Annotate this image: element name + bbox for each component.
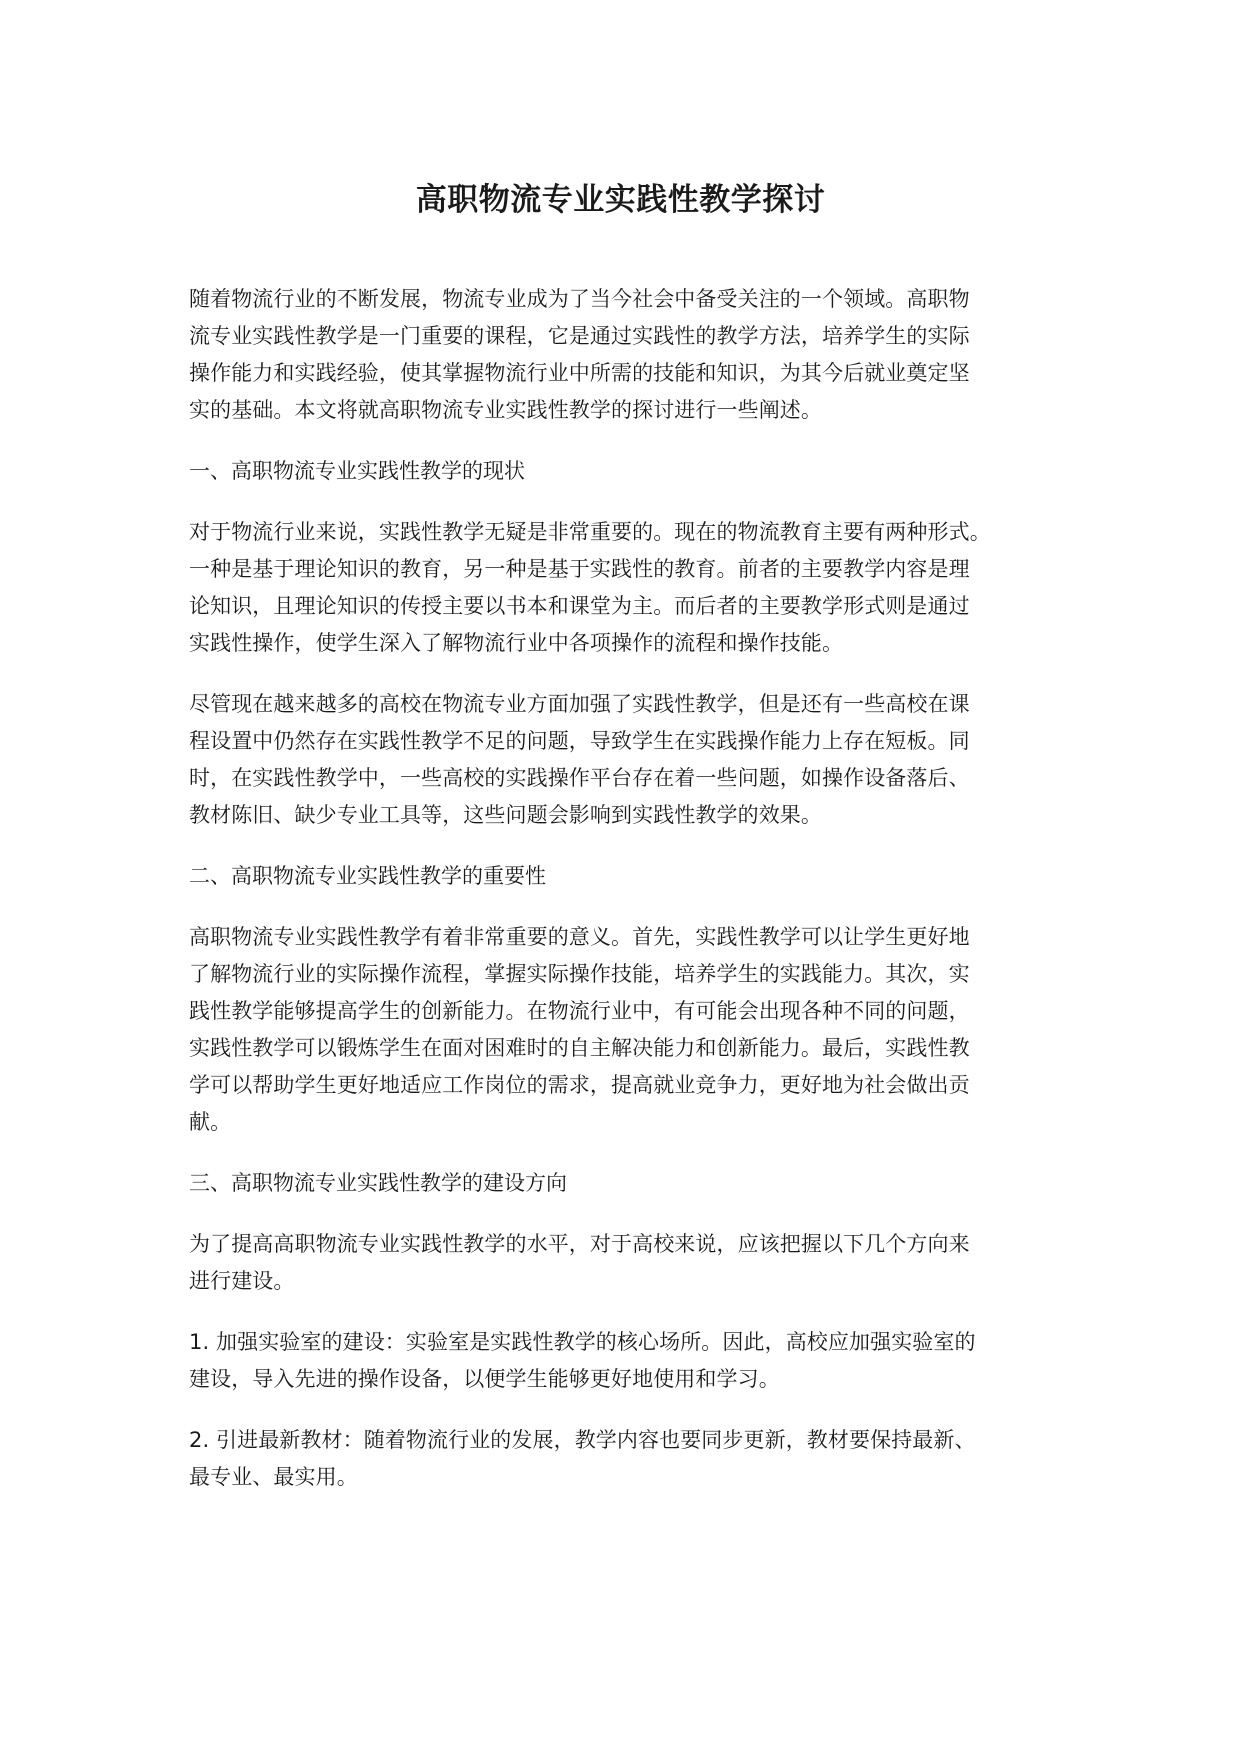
text-line: 实践性操作，使学生深入了解物流行业中各项操作的流程和操作技能。 [189,631,844,655]
heading-text: 三、高职物流专业实践性教学的建设方向 [189,1171,567,1195]
text-line: 最专业、最实用。 [189,1465,358,1489]
heading-text: 二、高职物流专业实践性教学的重要性 [189,864,546,888]
text-line: 学可以帮助学生更好地适应工作岗位的需求，提高就业竞争力，更好地为社会做出贡 [189,1073,970,1097]
paragraph-directions-intro [189,1226,1069,1300]
text-line: 论知识，且理论知识的传授主要以书本和课堂为主。而后者的主要教学形式则是通过 [189,594,970,618]
text-line: 操作能力和实践经验，使其掌握物流行业中所需的技能和知识，为其今后就业奠定坚 [189,361,970,385]
paragraph-intro [189,281,1069,429]
text-line: 高职物流专业实践性教学有着非常重要的意义。首先，实践性教学可以让学生更好地 [189,925,970,949]
document-body [189,281,1069,1520]
text-line: 流专业实践性教学是一门重要的课程，它是通过实践性的教学方法，培养学生的实际 [189,324,970,348]
text-line: 为了提高高职物流专业实践性教学的水平，对于高校来说，应该把握以下几个方向来 [189,1232,970,1256]
text-line: 实的基础。本文将就高职物流专业实践性教学的探讨进行一些阐述。 [189,398,822,422]
text-line: 随着物流行业的不断发展，物流专业成为了当今社会中备受关注的一个领域。高职物 [189,287,970,311]
text-line: 1. 加强实验室的建设：实验室是实践性教学的核心场所。因此，高校应加强实验室的 [189,1330,976,1354]
text-line: 2. 引进最新教材：随着物流行业的发展，教学内容也要同步更新，教材要保持最新、 [189,1428,976,1452]
text-line: 尽管现在越来越多的高校在物流专业方面加强了实践性教学，但是还有一些高校在课 [189,692,970,716]
paragraph-problems [189,686,1069,834]
text-line: 实践性教学可以锻炼学生在面对困难时的自主解决能力和创新能力。最后，实践性教 [189,1036,970,1060]
text-line: 建设，导入先进的操作设备，以便学生能够更好地使用和学习。 [189,1367,780,1391]
paragraph-importance [189,919,1069,1141]
heading-text: 一、高职物流专业实践性教学的现状 [189,459,525,483]
list-item-1 [189,1324,1069,1398]
section-heading-1 [189,453,1069,490]
text-line: 了解物流行业的实际操作流程，掌握实际操作技能，培养学生的实践能力。其次，实 [189,962,970,986]
text-line: 践性教学能够提高学生的创新能力。在物流行业中，有可能会出现各种不同的问题， [189,999,970,1023]
list-item-2 [189,1422,1069,1496]
text-line: 对于物流行业来说，实践性教学无疑是非常重要的。现在的物流教育主要有两种形式。 [189,520,991,544]
document-title: 高职物流专业实践性教学探讨 [415,182,826,218]
text-line: 时，在实践性教学中，一些高校的实践操作平台存在着一些问题，如操作设备落后、 [189,766,970,790]
text-line: 进行建设。 [189,1269,295,1293]
text-line: 程设置中仍然存在实践性教学不足的问题，导致学生在实践操作能力上存在短板。同 [189,729,970,753]
section-heading-3 [189,1165,1069,1202]
paragraph-current-status [189,514,1069,662]
text-line: 教材陈旧、缺少专业工具等，这些问题会影响到实践性教学的效果。 [189,803,822,827]
section-heading-2 [189,858,1069,895]
text-line: 一种是基于理论知识的教育，另一种是基于实践性的教育。前者的主要教学内容是理 [189,557,970,581]
text-line: 献。 [189,1110,232,1134]
